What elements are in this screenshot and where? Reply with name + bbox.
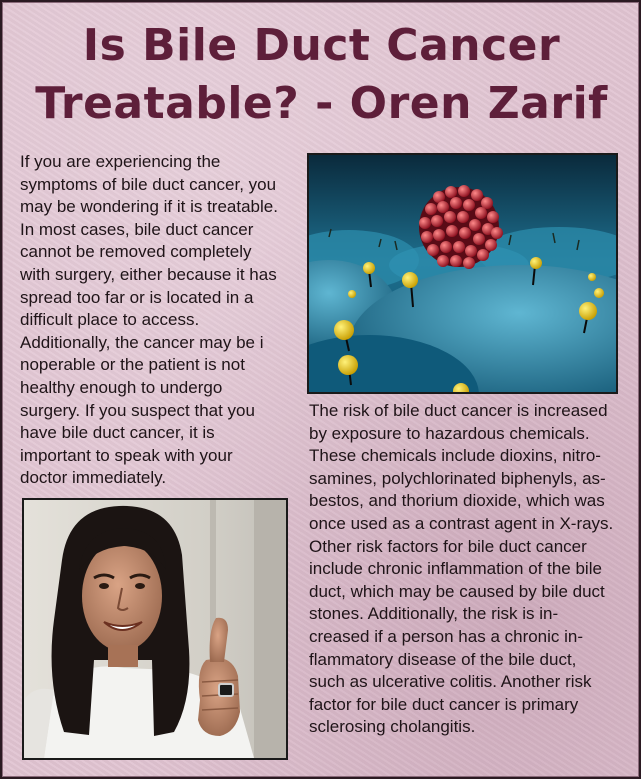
paragraph-line: important to speak with your <box>20 445 233 465</box>
paragraph-line: doctor immediately. <box>20 468 167 488</box>
paragraph-line: by exposure to hazardous chemicals. <box>309 423 590 443</box>
paragraph-line: factor for bile duct cancer is primary <box>309 694 579 714</box>
left-paragraph <box>20 151 305 490</box>
paragraph-line: spread too far or is located in a <box>20 287 254 307</box>
paragraph-line: cannot be removed completely <box>20 242 252 262</box>
paragraph-line: bestos, and thorium dioxide, which was <box>309 491 605 511</box>
paragraph-line: Other risk factors for bile duct cancer <box>309 536 587 556</box>
paragraph-line: may be wondering if it is treatable. <box>20 197 278 217</box>
paragraph-line: If you are experiencing the <box>20 152 221 171</box>
paragraph-line: healthy enough to undergo <box>20 377 223 397</box>
title-line-2: Treatable? - Oren Zarif <box>35 78 608 129</box>
paragraph-line: flammatory disease of the bile duct, <box>309 649 577 669</box>
right-paragraph <box>309 400 627 739</box>
title-line-1: Is Bile Duct Cancer <box>82 20 561 71</box>
page-title <box>3 17 639 133</box>
portrait-graphic <box>24 500 286 758</box>
author-photo <box>22 498 288 760</box>
paragraph-line: The risk of bile duct cancer is increased <box>309 401 608 420</box>
paragraph-line: samines, polychlorinated biphenyls, as- <box>309 468 606 488</box>
paragraph-line: stones. Additionally, the risk is in- <box>309 604 559 624</box>
article-page <box>2 2 639 777</box>
paragraph-line: noperable or the patient is not <box>20 355 245 375</box>
paragraph-line: include chronic inflammation of the bile <box>309 559 602 579</box>
paragraph-line: Additionally, the cancer may be i <box>20 332 264 352</box>
paragraph-line: creased if a person has a chronic in- <box>309 626 584 646</box>
paragraph-line: In most cases, bile duct cancer <box>20 219 254 239</box>
paragraph-line: These chemicals include dioxins, nitro- <box>309 446 601 466</box>
paragraph-line: have bile duct cancer, it is <box>20 423 215 443</box>
paragraph-line: duct, which may be caused by bile duct <box>309 581 605 601</box>
paragraph-line: symptoms of bile duct cancer, you <box>20 174 277 194</box>
cell-scene-graphic <box>309 155 616 392</box>
paragraph-line: such as ulcerative colitis. Another risk <box>309 672 592 692</box>
cancer-cell-illustration <box>307 153 618 394</box>
paragraph-line: with surgery, either because it has <box>20 264 277 284</box>
paragraph-line: difficult place to access. <box>20 310 200 330</box>
paragraph-line: surgery. If you suspect that you <box>20 400 255 420</box>
paragraph-line: once used as a contrast agent in X-rays. <box>309 513 614 533</box>
paragraph-line: sclerosing cholangitis. <box>309 717 476 737</box>
